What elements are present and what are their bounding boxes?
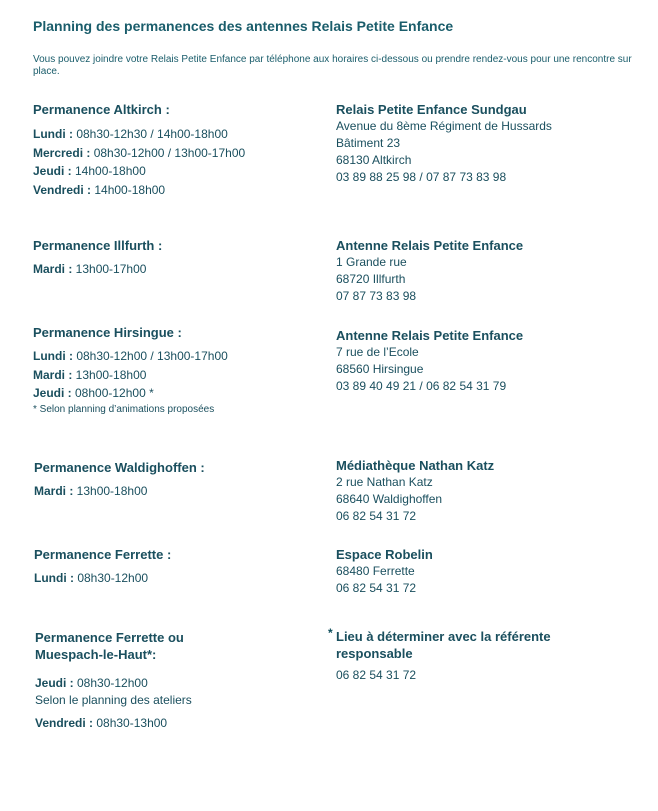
intro-text: Vous pouvez joindre votre Relais Petite Enfance par téléphone aux horaires ci-dessous ou prendre rendez-vous pour une rencontre sur place.: [33, 54, 632, 77]
address-line: Avenue du 8ème Régiment de Hussards: [336, 119, 552, 133]
address-line: 68480 Ferrette: [336, 564, 415, 578]
permanence-illfurth: [33, 237, 162, 279]
location-to-determine: [328, 626, 551, 684]
page-title: Planning des permanences des antennes Relais Petite Enfance: [33, 18, 454, 34]
asterisk: *: [328, 626, 333, 640]
address-line: 2 rue Nathan Katz: [336, 475, 433, 489]
schedule-line: Vendredi : 08h30-13h00: [35, 716, 168, 730]
phone-line: 06 82 54 31 72: [336, 581, 417, 595]
schedule-line: Mardi : 13h00-17h00: [33, 262, 147, 276]
schedule-line: Jeudi : 08h00-12h00 *: [33, 386, 154, 400]
schedule-line: Mercredi : 08h30-12h00 / 13h00-17h00: [33, 145, 246, 160]
schedule-line: Vendredi : 14h00-18h00: [33, 182, 166, 197]
address-line: 68560 Hirsingue: [336, 362, 424, 376]
permanence-ferrette: [34, 546, 171, 588]
schedule-line: Mardi : 13h00-18h00: [33, 367, 147, 382]
permanence-heading: Muespach-le-Haut*:: [35, 647, 157, 662]
footnote: * Selon planning d’animations proposées: [33, 403, 215, 415]
schedule-line: Lundi : 08h30-12h30 / 14h00-18h00: [33, 127, 228, 141]
location-ferrette: [336, 546, 433, 597]
phone-line: 06 82 54 31 72: [336, 509, 417, 523]
address-line: 7 rue de l’Ecole: [336, 345, 419, 359]
phone-line: 03 89 88 25 98 / 07 87 73 83 98: [336, 170, 507, 184]
permanence-waldighoffen: [34, 459, 205, 501]
permanence-heading: Permanence Illfurth :: [33, 238, 163, 253]
schedule-line: Lundi : 08h30-12h00: [34, 571, 149, 585]
address-line: 68720 Illfurth: [336, 272, 406, 286]
phone-line: 06 82 54 31 72: [336, 668, 417, 682]
permanence-heading: Permanence Altkirch :: [33, 102, 170, 117]
permanence-heading: Permanence Hirsingue :: [33, 325, 182, 340]
location-hirsingue: [336, 327, 523, 395]
permanence-ferrette-muespach: [35, 629, 192, 732]
address-line: Bâtiment 23: [336, 136, 401, 150]
address-line: 68130 Altkirch: [336, 153, 412, 167]
location-waldighoffen: [336, 457, 494, 525]
schedule-line: Mardi : 13h00-18h00: [34, 484, 148, 498]
permanence-heading: Permanence Ferrette ou: [35, 630, 184, 645]
location-name: Relais Petite Enfance Sundgau: [336, 102, 527, 117]
permanence-hirsingue: [33, 324, 228, 417]
location-illfurth: [336, 237, 523, 305]
location-name: Lieu à déterminer avec la référente: [336, 629, 551, 644]
location-altkirch: [336, 101, 552, 186]
phone-line: 03 89 40 49 21 / 06 82 54 31 79: [336, 379, 507, 393]
location-name: responsable: [336, 646, 413, 661]
location-name: Antenne Relais Petite Enfance: [336, 328, 524, 343]
permanence-heading: Permanence Ferrette :: [34, 547, 172, 562]
permanence-heading: Permanence Waldighoffen :: [34, 460, 205, 475]
schedule-line: Jeudi : 08h30-12h00: [35, 676, 148, 690]
location-name: Médiathèque Nathan Katz: [336, 458, 495, 473]
phone-line: 07 87 73 83 98: [336, 289, 417, 303]
schedule-line: Lundi : 08h30-12h00 / 13h00-17h00: [33, 349, 228, 363]
permanence-altkirch: [33, 101, 245, 199]
schedule-line: Jeudi : 14h00-18h00: [33, 164, 146, 178]
schedule-line: Selon le planning des ateliers: [35, 693, 192, 707]
location-name: Antenne Relais Petite Enfance: [336, 238, 524, 253]
address-line: 68640 Waldighoffen: [336, 492, 443, 506]
address-line: 1 Grande rue: [336, 255, 407, 269]
location-name: Espace Robelin: [336, 547, 433, 562]
